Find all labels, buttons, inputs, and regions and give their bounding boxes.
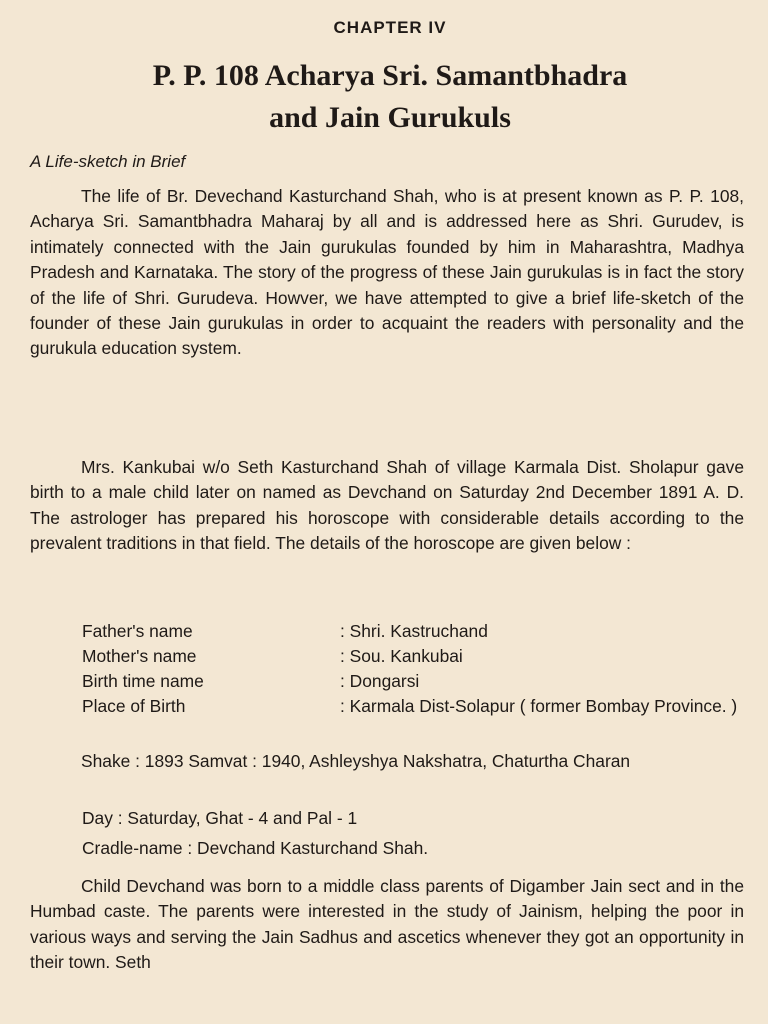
title-line-1: P. P. 108 Acharya Sri. Samantbhadra: [152, 59, 628, 92]
shake-samvat-line: Shake : 1893 Samvat : 1940, Ashleyshya Nakshatra, Chaturtha Charan: [81, 751, 631, 771]
section-subtitle: A Life-sketch in Brief: [30, 152, 186, 171]
title-line-2: and Jain Gurukuls: [269, 101, 511, 134]
horoscope-value: : Shri. Kastruchand: [340, 621, 488, 641]
horoscope-value: : Sou. Kankubai: [340, 646, 463, 666]
paragraph-2: Mrs. Kankubai w/o Seth Kasturchand Shah of village Karmala Dist. Sholapur gave birth to a male child later on named as Devchand on Saturday 2nd December 1891 A. D. The astrologer has prepared his horoscope with considerable details according to the prevalent traditions in that field. The details of the horoscope are given below :: [30, 457, 744, 554]
day-line: Day : Saturday, Ghat - 4 and Pal - 1: [82, 808, 358, 828]
horoscope-label: Place of Birth: [82, 696, 186, 716]
horoscope-value: : Karmala Dist-Solapur ( former Bombay Province. ): [340, 696, 738, 716]
cradle-name-line: Cradle-name : Devchand Kasturchand Shah.: [82, 838, 429, 858]
horoscope-label: Father's name: [82, 621, 193, 641]
horoscope-label: Birth time name: [82, 671, 204, 691]
paragraph-3: Child Devchand was born to a middle class parents of Digamber Jain sect and in the Humbad caste. The parents were interested in the study of Jainism, helping the poor in various ways and serving the Jain Sadhus and ascetics whenever they got an opportunity in their town. Seth: [30, 876, 744, 973]
horoscope-label: Mother's name: [82, 646, 197, 666]
horoscope-value: : Dongarsi: [340, 671, 420, 691]
chapter-heading: CHAPTER IV: [333, 18, 447, 37]
paragraph-1: The life of Br. Devechand Kasturchand Shah, who is at present known as P. P. 108, Acharya Sri. Samantbhadra Maharaj by all and is addressed here as Shri. Gurudev, is intimately connected with the Jain gurukulas founded by him in Maharashtra, Madhya Pradesh and Karnataka. The story of the progress of these Jain gurukulas is in fact the story of the life of Shri. Gurudeva. Howver, we have attempted to give a brief life-sketch of the founder of these Jain gurukulas in order to acquaint the readers with personality and the gurukula education system.: [30, 186, 744, 359]
